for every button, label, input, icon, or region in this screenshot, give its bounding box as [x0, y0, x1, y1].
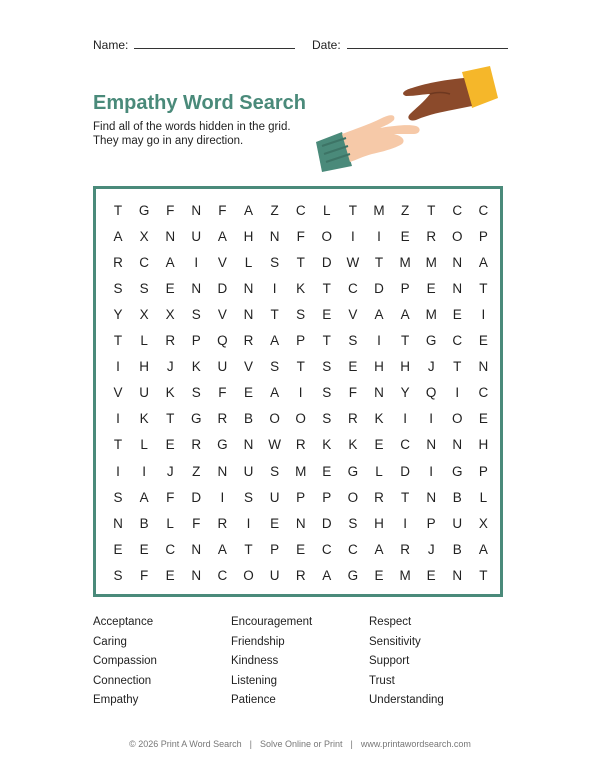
grid-letter[interactable]: R	[348, 411, 358, 427]
word-item: Support	[369, 655, 410, 667]
grid-letter[interactable]: P	[270, 541, 280, 557]
grid-letter[interactable]: C	[321, 541, 332, 557]
grid-letter[interactable]: T	[113, 333, 123, 348]
grid-letter[interactable]: X	[478, 515, 488, 531]
grid-letter[interactable]: T	[427, 202, 436, 218]
grid-letter[interactable]: S	[296, 306, 306, 322]
grid-letter[interactable]: M	[399, 254, 411, 270]
grid-letter[interactable]: X	[165, 306, 175, 322]
grid-letter[interactable]: E	[139, 541, 149, 557]
grid-letter[interactable]: M	[425, 254, 437, 270]
grid-letter[interactable]: I	[429, 411, 434, 427]
grid-letter[interactable]: S	[270, 254, 280, 270]
grid-letter[interactable]: D	[321, 515, 332, 531]
grid-letter[interactable]: C	[348, 541, 358, 557]
grid-letter[interactable]: Q	[217, 333, 228, 348]
grid-letter[interactable]: T	[113, 202, 123, 218]
grid-letter[interactable]: A	[374, 306, 384, 322]
grid-letter[interactable]: L	[166, 515, 174, 531]
grid-letter[interactable]: D	[400, 463, 410, 479]
grid-letter[interactable]: F	[139, 567, 149, 583]
footer	[0, 739, 600, 749]
grid-letter[interactable]: A	[478, 254, 488, 270]
grid-letter[interactable]: N	[113, 515, 123, 531]
grid-letter[interactable]: W	[268, 437, 281, 453]
grid-letter[interactable]: S	[139, 280, 149, 296]
word-item: Compassion	[93, 655, 157, 667]
grid-letter[interactable]: H	[478, 437, 489, 453]
grid-letter[interactable]: R	[295, 567, 306, 583]
grid-letter[interactable]: E	[165, 280, 175, 296]
grid-letter[interactable]: Z	[192, 463, 201, 479]
grid-letter[interactable]: E	[165, 567, 175, 583]
grid-letter[interactable]: A	[165, 254, 175, 270]
grid-letter[interactable]: I	[194, 254, 199, 270]
grid-letter[interactable]: L	[479, 489, 488, 505]
grid-letter[interactable]: M	[373, 202, 385, 218]
grid-letter[interactable]: I	[403, 411, 407, 427]
grid-letter[interactable]: L	[323, 202, 331, 218]
grid-letter[interactable]: T	[322, 333, 331, 348]
grid-letter[interactable]: T	[479, 567, 488, 583]
grid-letter[interactable]: I	[142, 463, 146, 479]
grid-letter[interactable]: P	[191, 333, 201, 348]
grid-letter[interactable]: F	[192, 515, 201, 531]
grid-letter[interactable]: J	[427, 359, 435, 375]
grid-letter[interactable]: T	[113, 437, 123, 453]
grid-letter[interactable]: I	[481, 306, 486, 322]
grid-letter[interactable]: E	[113, 541, 123, 557]
grid-letter[interactable]: D	[321, 254, 332, 270]
grid-letter[interactable]: N	[426, 489, 437, 505]
grid-letter[interactable]: E	[426, 567, 436, 583]
grid-letter[interactable]: S	[322, 359, 332, 375]
grid-letter[interactable]: T	[348, 202, 358, 218]
grid-letter[interactable]: S	[113, 280, 123, 296]
grid-letter[interactable]: N	[426, 437, 437, 453]
grid-letter[interactable]: A	[139, 489, 149, 505]
grid-letter[interactable]: Z	[400, 202, 410, 218]
grid-letter[interactable]: O	[269, 411, 280, 427]
word-item: Encouragement	[231, 616, 313, 628]
grid-letter[interactable]: T	[166, 411, 175, 427]
grid-letter[interactable]: R	[426, 228, 437, 244]
grid-letter[interactable]: T	[374, 254, 384, 270]
word-item: Patience	[231, 694, 276, 706]
grid-letter[interactable]: H	[243, 228, 254, 244]
date-line[interactable]	[347, 47, 508, 49]
grid-letter[interactable]: U	[452, 515, 463, 531]
grid-letter[interactable]: R	[217, 411, 228, 427]
grid-letter[interactable]: I	[116, 463, 120, 479]
grid-letter[interactable]: G	[452, 463, 463, 479]
name-line[interactable]	[134, 47, 295, 49]
grid-letter[interactable]: D	[191, 489, 202, 505]
instruction-line: They may go in any direction.	[93, 134, 244, 147]
grid-letter[interactable]: P	[478, 228, 488, 244]
grid-letter[interactable]: N	[295, 515, 306, 531]
grid-letter[interactable]: C	[348, 280, 358, 296]
grid-letter[interactable]: K	[165, 385, 175, 401]
grid-letter[interactable]: T	[453, 359, 462, 375]
grid-letter[interactable]: A	[270, 333, 280, 348]
grid-letter[interactable]: Z	[270, 202, 279, 218]
grid-letter[interactable]: E	[400, 228, 410, 244]
grid-letter[interactable]: P	[400, 280, 410, 296]
grid-letter[interactable]: J	[427, 541, 435, 557]
grid-letter[interactable]: T	[296, 254, 305, 270]
grid-letter[interactable]: C	[139, 254, 149, 270]
grid-letter[interactable]: N	[191, 202, 202, 218]
grid-letter[interactable]: A	[322, 567, 332, 583]
grid-letter[interactable]: A	[243, 202, 253, 218]
grid-letter[interactable]: F	[218, 385, 227, 401]
grid-letter[interactable]: O	[321, 228, 333, 244]
grid-letter[interactable]: E	[322, 306, 332, 322]
grid-letter[interactable]: V	[217, 306, 227, 322]
grid-letter[interactable]: S	[191, 306, 201, 322]
grid-letter[interactable]: C	[478, 202, 489, 218]
word-item: Listening	[231, 674, 278, 687]
grid-letter[interactable]: A	[400, 306, 410, 322]
grid-letter[interactable]: N	[191, 567, 202, 583]
grid-letter[interactable]: M	[399, 567, 411, 583]
instruction-line: Find all of the words hidden in the grid.	[93, 121, 291, 133]
grid-letter[interactable]: F	[296, 228, 305, 244]
grid-letter[interactable]: V	[243, 359, 253, 375]
grid-letter[interactable]: L	[375, 463, 383, 479]
word-item: Trust	[369, 674, 395, 687]
grid-letter[interactable]: C	[217, 567, 228, 583]
word-item: Kindness	[231, 655, 279, 667]
grid-letter[interactable]: I	[272, 280, 277, 296]
grid-letter[interactable]: P	[296, 489, 306, 505]
grid-letter[interactable]: S	[113, 489, 123, 505]
grid-letter[interactable]: N	[452, 437, 463, 453]
grid-letter[interactable]: J	[166, 359, 174, 375]
grid-letter[interactable]: A	[217, 541, 227, 557]
grid-letter[interactable]: I	[116, 411, 120, 427]
grid-letter[interactable]: G	[347, 567, 359, 583]
grid-letter[interactable]: E	[374, 437, 384, 453]
grid-letter[interactable]: I	[377, 333, 381, 348]
grid-letter[interactable]: U	[243, 463, 254, 479]
grid-letter[interactable]: R	[217, 515, 228, 531]
grid-letter[interactable]: X	[139, 228, 149, 244]
grid-letter[interactable]: C	[400, 437, 410, 453]
name-field[interactable]	[93, 38, 295, 52]
grid-letter[interactable]: A	[113, 228, 123, 244]
grid-letter[interactable]: B	[139, 515, 149, 531]
word-item: Friendship	[231, 635, 285, 648]
grid-letter[interactable]: N	[217, 463, 228, 479]
grid-letter[interactable]: T	[479, 280, 488, 296]
grid-letter[interactable]: L	[140, 437, 148, 453]
grid-letter[interactable]: T	[400, 333, 410, 348]
grid-letter[interactable]: F	[166, 202, 175, 218]
grid-letter[interactable]: O	[243, 567, 254, 583]
grid-letter[interactable]: T	[296, 359, 305, 375]
grid-letter[interactable]: P	[478, 463, 488, 479]
grid-letter[interactable]: N	[165, 228, 176, 244]
grid-letter[interactable]: C	[165, 541, 176, 557]
grid-letter[interactable]: U	[191, 228, 202, 244]
grid-letter[interactable]: R	[191, 437, 202, 453]
grid-letter[interactable]: G	[425, 333, 437, 348]
grid-letter[interactable]: K	[296, 280, 306, 296]
grid-letter[interactable]: B	[452, 541, 462, 557]
grid-letter[interactable]: I	[220, 489, 225, 505]
handshake-icon	[312, 62, 502, 177]
grid-letter[interactable]: E	[243, 385, 253, 401]
word-item: Empathy	[93, 694, 139, 706]
grid-letter[interactable]: M	[425, 306, 437, 322]
word-item: Acceptance	[93, 616, 154, 628]
grid-letter[interactable]: N	[191, 280, 202, 296]
word-column-3	[369, 613, 444, 711]
grid-letter[interactable]: S	[270, 463, 280, 479]
grid-letter[interactable]: O	[295, 411, 306, 427]
grid-letter[interactable]: I	[351, 228, 355, 244]
grid-letter[interactable]: N	[269, 228, 280, 244]
grid-letter[interactable]: E	[478, 411, 488, 427]
grid-letter[interactable]: O	[452, 411, 463, 427]
grid-letter[interactable]: F	[348, 385, 358, 401]
word-column-1	[93, 613, 157, 711]
date-field[interactable]	[312, 38, 508, 52]
grid-letter[interactable]: Q	[425, 385, 437, 401]
grid-letter[interactable]: O	[347, 489, 359, 505]
grid-letter[interactable]: G	[347, 463, 359, 479]
grid-letter[interactable]: A	[478, 541, 488, 557]
word-item: Caring	[93, 635, 127, 648]
grid-letter[interactable]: P	[322, 489, 332, 505]
grid-letter[interactable]: D	[374, 280, 384, 296]
grid-letter[interactable]: J	[166, 463, 174, 479]
grid-letter[interactable]: D	[217, 280, 228, 296]
word-item: Connection	[93, 674, 152, 687]
grid-letter[interactable]: H	[374, 515, 384, 531]
grid-letter[interactable]: F	[166, 489, 175, 505]
grid-letter[interactable]: U	[217, 359, 228, 375]
grid-letter[interactable]: K	[322, 437, 332, 453]
grid-letter[interactable]: A	[270, 385, 280, 401]
grid-letter[interactable]: H	[374, 359, 384, 375]
grid-letter[interactable]: R	[165, 333, 176, 348]
grid-letter[interactable]: I	[377, 228, 381, 244]
grid-letter[interactable]: O	[452, 228, 463, 244]
grid-letter[interactable]: U	[269, 567, 280, 583]
grid-letter[interactable]: N	[452, 254, 463, 270]
grid-letter[interactable]: T	[244, 541, 253, 557]
word-item: Respect	[369, 616, 412, 628]
grid-letter[interactable]: P	[426, 515, 436, 531]
grid-letter[interactable]: C	[452, 202, 463, 218]
grid-letter[interactable]: E	[374, 567, 384, 583]
instructions	[93, 121, 291, 148]
footer-copyright: © 2026 Print A Word Search	[129, 739, 242, 749]
grid-letter[interactable]: R	[113, 254, 123, 270]
footer-separator: |	[350, 739, 353, 749]
grid-letter[interactable]: Y	[113, 306, 123, 322]
word-item: Sensitivity	[369, 635, 421, 648]
grid-letter[interactable]: N	[243, 437, 254, 453]
left-hand	[316, 115, 420, 172]
grid-letter[interactable]: C	[452, 333, 463, 348]
grid-letter[interactable]: V	[217, 254, 227, 270]
right-hand	[403, 66, 498, 121]
grid-letter[interactable]: C	[478, 385, 489, 401]
grid-letter[interactable]: N	[243, 280, 254, 296]
page-title: Empathy Word Search	[93, 92, 307, 114]
grid-letter[interactable]: E	[452, 306, 462, 322]
grid-letter[interactable]: K	[374, 411, 384, 427]
grid-letter[interactable]: Y	[400, 385, 410, 401]
grid-letter[interactable]: F	[218, 202, 227, 218]
grid-letter[interactable]: M	[295, 463, 307, 479]
name-label: Name:	[93, 38, 129, 52]
grid-letter[interactable]: G	[138, 202, 150, 218]
grid-letter[interactable]: I	[298, 385, 303, 401]
grid-letter[interactable]: R	[374, 489, 384, 505]
grid-letter[interactable]: N	[243, 306, 254, 322]
grid-letter[interactable]: L	[140, 333, 148, 348]
grid-letter[interactable]: E	[426, 280, 436, 296]
grid-letter[interactable]: S	[113, 567, 123, 583]
grid-letter[interactable]: U	[139, 385, 149, 401]
grid-letter[interactable]: T	[322, 280, 331, 296]
footer-site-link[interactable]: www.printawordsearch.com	[360, 739, 471, 749]
grid-letter[interactable]: R	[243, 333, 254, 348]
grid-letter[interactable]: K	[348, 437, 358, 453]
grid-letter[interactable]: K	[191, 359, 201, 375]
grid-letter[interactable]: G	[191, 411, 202, 427]
grid-letter[interactable]: N	[191, 541, 202, 557]
grid-letter[interactable]: E	[322, 463, 332, 479]
grid-letter[interactable]: H	[139, 359, 149, 375]
grid-letter[interactable]: V	[113, 385, 123, 401]
grid-letter[interactable]: U	[269, 489, 280, 505]
footer-mid: Solve Online or Print	[259, 739, 343, 749]
grid-letter[interactable]: T	[400, 489, 410, 505]
word-search-grid	[93, 186, 503, 597]
grid-letter[interactable]: B	[243, 411, 253, 427]
grid-letter[interactable]: A	[217, 228, 227, 244]
word-item: Understanding	[369, 694, 444, 706]
footer-separator: |	[249, 739, 252, 749]
grid-letter[interactable]: H	[400, 359, 410, 375]
grid-letter[interactable]: L	[244, 254, 253, 270]
grid-letter[interactable]: G	[217, 437, 228, 453]
grid-letter[interactable]: A	[374, 541, 384, 557]
grid-letter[interactable]: I	[429, 463, 434, 479]
grid-letter[interactable]: E	[165, 437, 175, 453]
grid-letter[interactable]: E	[348, 359, 358, 375]
grid-letter[interactable]: N	[452, 280, 463, 296]
word-column-2	[231, 613, 312, 711]
grid-letter[interactable]: I	[403, 515, 407, 531]
grid-letter[interactable]: N	[374, 385, 384, 401]
grid-letter[interactable]: S	[243, 489, 253, 505]
grid-letter[interactable]: S	[322, 385, 332, 401]
grid-letter[interactable]: I	[455, 385, 460, 401]
grid-letter[interactable]: X	[139, 306, 149, 322]
grid-letter[interactable]: I	[116, 359, 120, 375]
grid-letter[interactable]: W	[346, 254, 360, 270]
grid-letter[interactable]: S	[191, 385, 201, 401]
grid-letter[interactable]: E	[296, 541, 306, 557]
grid-letter[interactable]: S	[348, 333, 358, 348]
grid-letter[interactable]: R	[295, 437, 306, 453]
grid-letter[interactable]: C	[295, 202, 306, 218]
grid-letter[interactable]: K	[139, 411, 149, 427]
grid-letter[interactable]: B	[452, 489, 462, 505]
date-label: Date:	[312, 38, 341, 52]
grid-letter[interactable]: E	[270, 515, 280, 531]
grid-letter[interactable]: P	[296, 333, 306, 348]
grid-letter[interactable]: T	[270, 306, 279, 322]
grid-letter[interactable]: N	[478, 359, 489, 375]
grid-letter[interactable]: I	[246, 515, 251, 531]
grid-letter[interactable]: N	[452, 567, 463, 583]
grid-letter[interactable]: V	[348, 306, 358, 322]
grid-letter[interactable]: E	[478, 333, 488, 348]
grid-letter[interactable]: S	[322, 411, 332, 427]
grid-letter[interactable]: S	[270, 359, 280, 375]
grid-letter[interactable]: R	[400, 541, 410, 557]
grid-letter[interactable]: S	[348, 515, 358, 531]
